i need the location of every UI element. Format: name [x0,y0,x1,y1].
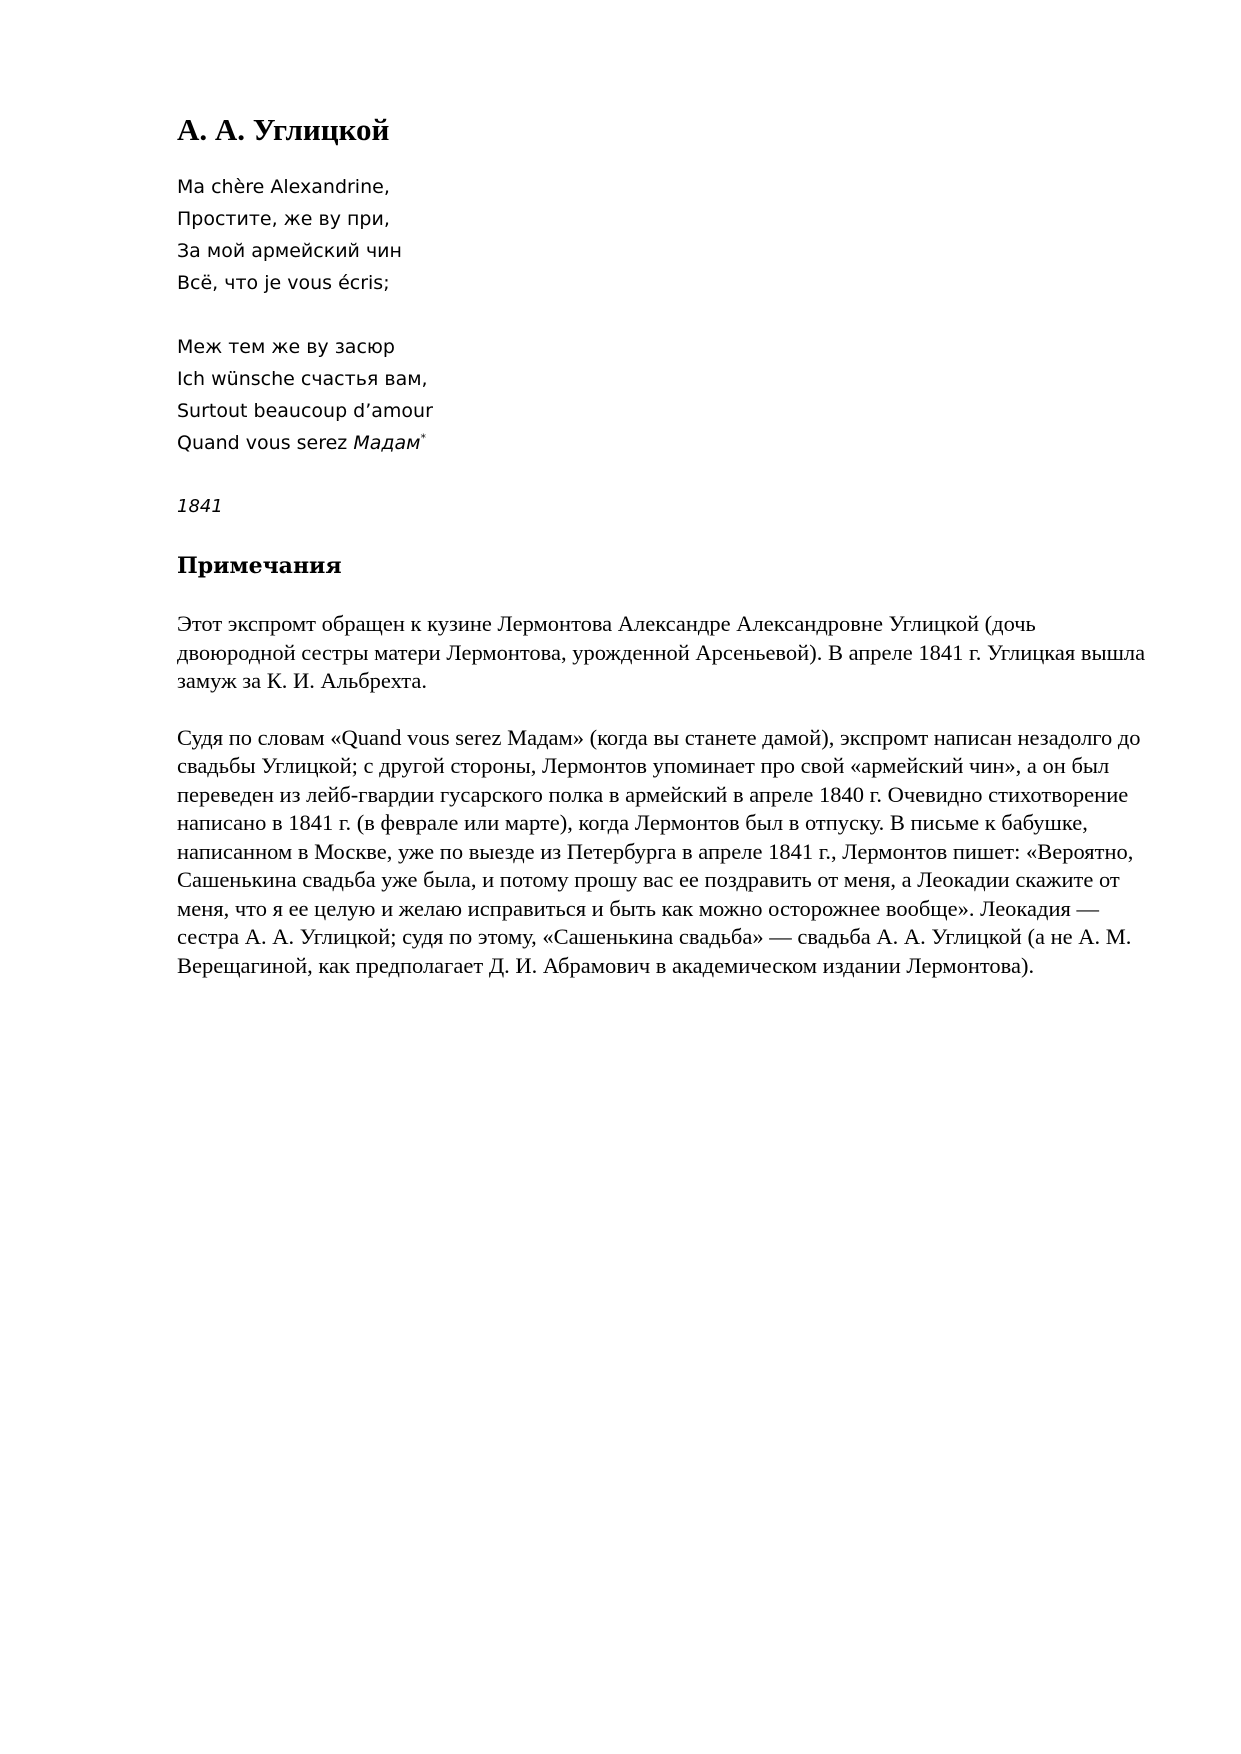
poem-line: Ma chère Alexandrine, [177,176,390,198]
poem-line: Surtout beaucoup d’amour [177,400,433,422]
poem-title: А. А. Углицкой [177,112,390,147]
poem-last-line-text: Quand vous serez [177,432,354,454]
notes-heading: Примечания [177,553,342,579]
note-paragraph-2: Судя по словам «Quand vous serez Мадам» (когда вы станете дамой), экспромт написан незадолго до свадьбы Углицкой; с другой стороны, Лермонтов упоминает про свой «армейский чин», а он был переведен из лейб-гвардии гусарского полка в армейский в апреле 1840 г. Очевидно стихотворение написано в 1841 г. (в феврале или марте), когда Лермонтов был в отпуску. В письме к бабушке, написанном в Москве, уже по выезде из Петербурга в апреле 1841 г., Лермонтов пишет: «Вероятно, Сашенькина свадьба уже была, и потому прошу вас ее поздравить от меня, а Леокадии скажите от меня, что я ее целую и желаю исправиться и быть как можно осторожнее вообще». Леокадия — сестра А. А. Углицкой; судя по этому, «Сашенькина свадьба» — свадьба А. А. Углицкой (а не А. М. Верещагиной, как предполагает Д. И. Абрамович в академическом издании Лермонтова). [177,724,1141,978]
stanza-1 [177,171,1157,299]
poem-last-line-italic: Мадам [353,432,421,454]
poem-line: Всё, что je vous écris; [177,272,390,294]
stanza-2 [177,331,1157,459]
poem-last-line [177,427,1157,459]
note-paragraph-1: Этот экспромт обращен к кузине Лермонтова Александре Александровне Углицкой (дочь двоюродной сестры матери Лермонтова, урожденной Арсеньевой). В апреле 1841 г. Углицкая вышла замуж за К. И. Альбрехта. [177,611,1146,693]
poem-date: 1841 [177,496,223,517]
poem-line: Ich wünsche счастья вам, [177,368,428,390]
poem-line: Простите, же ву при, [177,208,390,230]
poem-line: За мой армейский чин [177,240,402,262]
document-page [177,110,1157,980]
poem-line: Меж тем же ву засюр [177,336,395,358]
footnote-marker[interactable]: * [420,431,426,445]
